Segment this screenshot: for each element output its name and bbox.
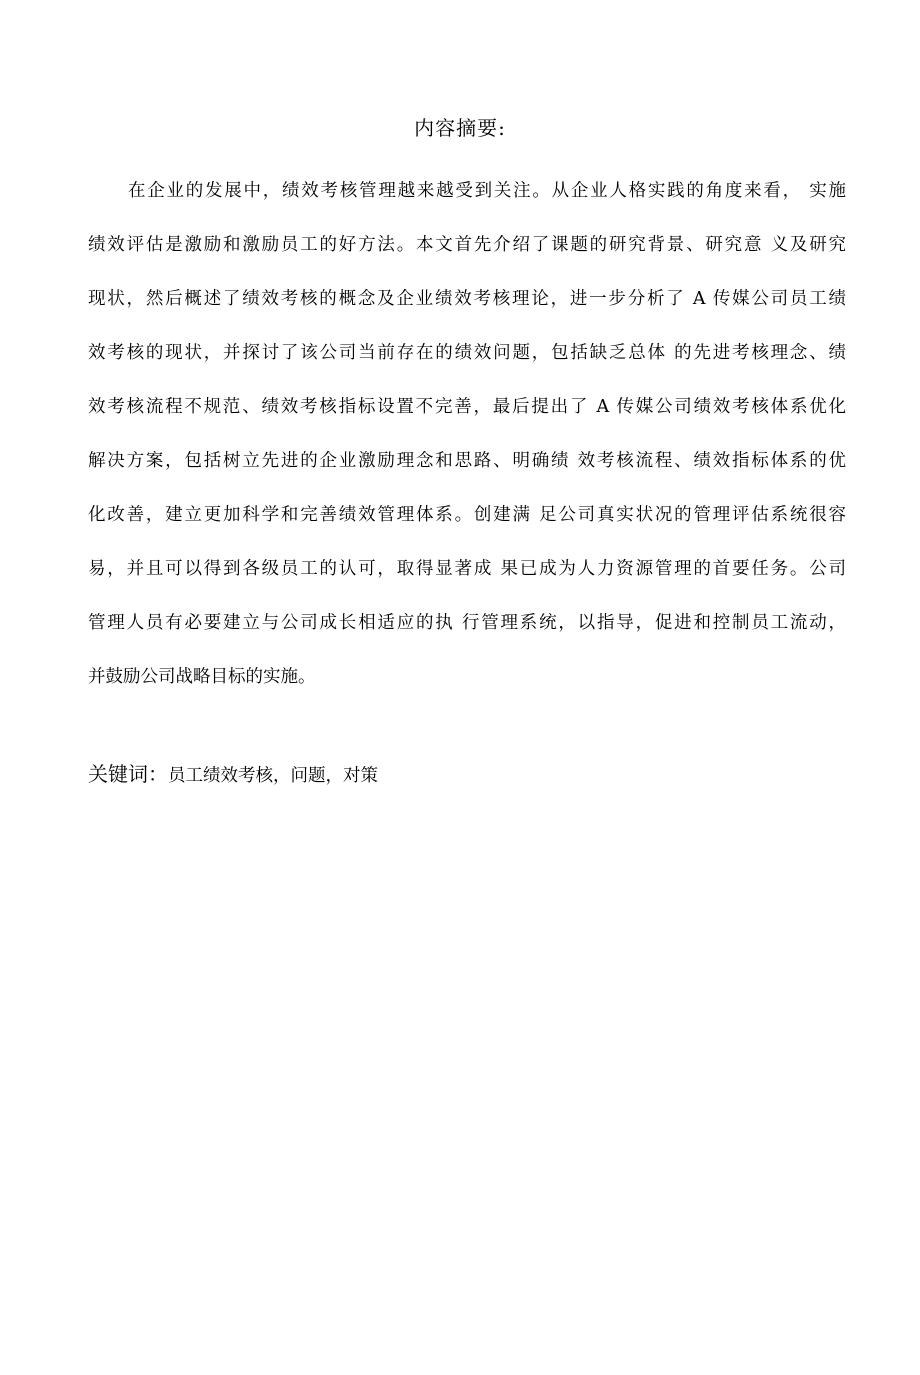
keywords-label: 关键词： (88, 762, 168, 786)
abstract-line: 绩效评估是激励和激励员工的好方法。本文首先介绍了课题的研究背景、研究意 义及研究 (88, 235, 846, 255)
abstract-line: 并鼓励公司战略目标的实施。 (88, 667, 316, 687)
abstract-body (88, 164, 846, 704)
keywords (88, 760, 378, 790)
abstract-line: 化改善，建立更加科学和完善绩效管理体系。创建满 足公司真实状况的管理评估系统很容 (88, 505, 846, 525)
abstract-line: 效考核流程不规范、绩效考核指标设置不完善，最后提出了 A 传媒公司绩效考核体系优化 (88, 397, 846, 417)
abstract-line: 现状，然后概述了绩效考核的概念及企业绩效考核理论，进一步分析了 A 传媒公司员工绩 (88, 289, 846, 309)
abstract-line: 在企业的发展中，绩效考核管理越来越受到关注。从企业人格实践的角度来看， 实施 (128, 181, 846, 201)
abstract-line: 易，并且可以得到各级员工的认可，取得显著成 果已成为人力资源管理的首要任务。公司 (88, 559, 846, 579)
keywords-value: 员工绩效考核，问题，对策 (168, 766, 378, 786)
abstract-line: 效考核的现状，并探讨了该公司当前存在的绩效问题，包括缺乏总体 的先进考核理念、绩 (88, 343, 846, 363)
abstract-line: 解决方案，包括树立先进的企业激励理念和思路、明确绩 效考核流程、绩效指标体系的优 (88, 451, 846, 471)
abstract-line: 管理人员有必要建立与公司成长相适应的执 行管理系统，以指导，促进和控制员工流动， (88, 613, 846, 633)
abstract-title: 内容摘要: (414, 116, 506, 140)
